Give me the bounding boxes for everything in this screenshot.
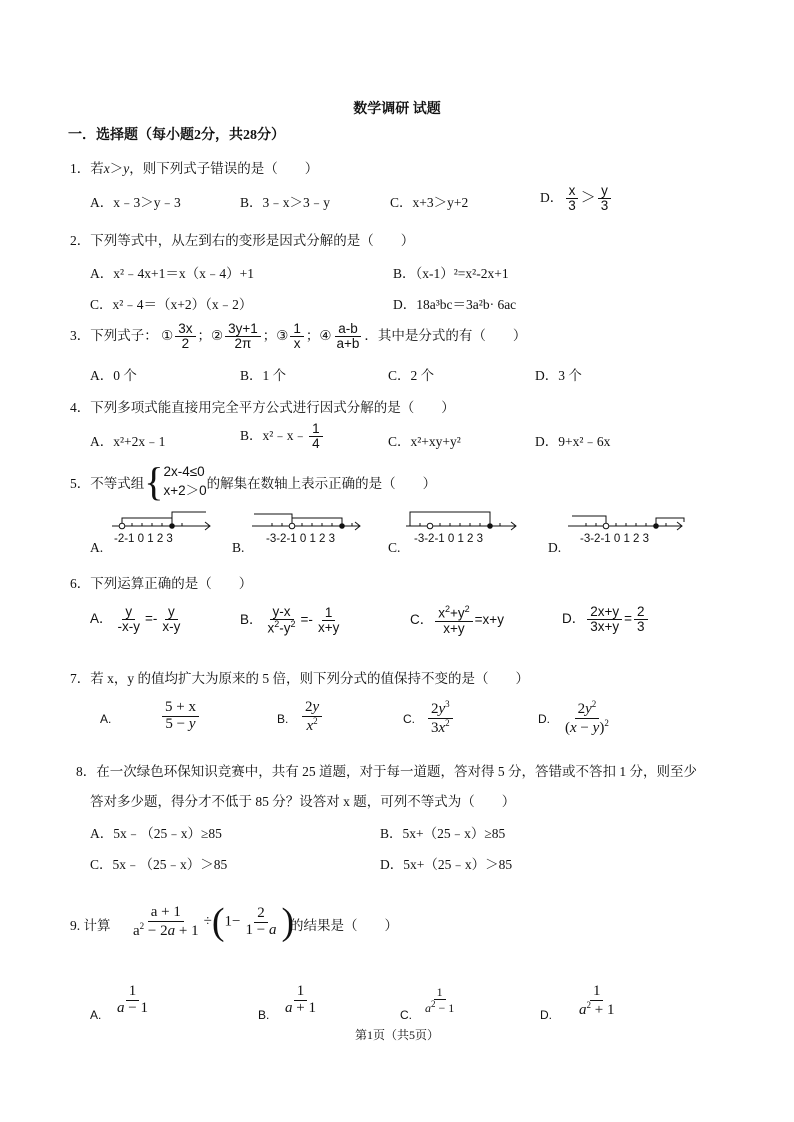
q7-option-d[interactable]: $\frac{2y^2}{(x - y)^2}$ [565,699,609,736]
q2-option-b[interactable]: B．（x-1）²=x²-2x+1 [393,266,509,281]
number-line-b-labels: -3-2-1 0 1 2 3 [266,533,336,545]
q1-option-d[interactable]: D． $\frac{x}{3}$ ＞ $\frac{y}{3}$ [540,184,613,213]
q7-option-b-label: B. [277,712,289,726]
number-line-a-labels: -2-1 0 1 2 3 [114,533,173,545]
q8-option-a[interactable]: A．5x﹣（25﹣x）≥85 [90,826,222,841]
system-line-2: x+2＞0 [163,483,207,498]
q7-option-b[interactable]: $\frac{2y}{x^2}$ [300,700,324,735]
question-9-stem-label: 9. 计算 [70,918,111,933]
q4-option-d[interactable]: D．9+x²﹣6x [535,434,611,449]
question-7-stem: 7．若 x，y 的值均扩大为原来的 5 倍，则下列分式的值保持不变的是（ ） [70,671,529,686]
q5-option-c[interactable]: C. [388,540,401,555]
question-6-stem: 6．下列运算正确的是（ ） [70,576,253,591]
page-footer: 第1页（共5页） [354,1028,439,1042]
section-heading: 一．选择题（每小题2分，共28分） [68,128,285,143]
q1-option-b[interactable]: B．3﹣x＞3﹣y [240,195,331,210]
question-9-stem-tail: 的结果是（ ） [290,918,398,933]
q2-option-d[interactable]: D．18a³bc＝3a²b· 6ac [393,297,517,312]
q9-option-b[interactable]: $\frac{1}{a + 1}$ [285,983,316,1016]
q3-option-b[interactable]: B．1 个 [240,368,287,383]
question-3-stem: 3．下列式子： ① $\frac{3x}{2}$ ；② $\frac{3y+1}{2\pi}$ ；③ $\frac{1}{x}$ ；④ $\frac{a-b}{a+b}$ ．其中是分式的有（ ） [70,321,527,352]
question-5-stem: 5．不等式组{ 2x-4≤0 x+2＞0 的解集在数轴上表示正确的是（ ） [70,459,437,504]
q6-option-c[interactable]: C． $\frac{x^2+y^2}{x+y}$ =x+y [410,604,504,636]
q7-option-c[interactable]: $\frac{2y^3}{3x^2}$ [426,700,455,737]
page-title: 数学调研 试题 [353,102,441,117]
q7-option-a[interactable]: $\frac{5 + x}{5 - y}$ [160,700,201,733]
question-9-expression: $\frac{a + 1}{a^2 - 2a + 1}$ ÷(1− $\frac{2}{1 - a}$ ) [133,901,295,943]
q8-option-d[interactable]: D．5x+（25﹣x）＞85 [380,857,513,872]
q6-option-a[interactable]: A． $\frac{y}{-x-y}$ =- $\frac{y}{x-y}$ [90,604,181,635]
question-8-stem-line-1: 8．在一次绿色环保知识竞赛中，共有 25 道题，对于每一道题，答对得 5 分，答错或不答扣 1 分，则至少 [76,764,697,779]
q4-option-c[interactable]: C．x²+xy+y² [388,434,461,449]
q8-option-b[interactable]: B．5x+（25﹣x）≥85 [380,826,506,841]
system-line-1: 2x-4≤0 [163,464,205,480]
q6-option-b[interactable]: B． $\frac{y-x}{x^2-y^2}$ =- $\frac{1}{x+y}$ [240,604,340,636]
number-line-a [110,506,220,552]
q4-option-a[interactable]: A．x²+2x﹣1 [90,434,166,449]
q5-option-b[interactable]: B. [232,540,245,555]
q4-option-b[interactable]: B．x²﹣x﹣ $\frac{1}{4}$ [240,422,325,451]
q5-option-d[interactable]: D. [548,540,562,555]
q1-option-c[interactable]: C．x+3＞y+2 [390,195,469,210]
q2-option-a[interactable]: A．x²﹣4x+1＝x（x﹣4）+1 [90,266,255,281]
q3-option-a[interactable]: A．0 个 [90,368,137,383]
q1-option-a[interactable]: A．x﹣3＞y﹣3 [90,195,181,210]
q2-option-c[interactable]: C．x²﹣4＝（x+2）（x﹣2） [90,297,253,312]
number-line-c [404,506,524,552]
q9-option-b-label: B. [258,1008,270,1022]
question-4-stem: 4．下列多项式能直接用完全平方公式进行因式分解的是（ ） [70,400,455,415]
number-line-d [566,506,692,552]
q9-option-d[interactable]: $\frac{1}{a^2 + 1}$ [579,983,615,1018]
number-line-c-labels: -3-2-1 0 1 2 3 [414,533,484,545]
question-8-stem-line-2: 答对多少题，得分才不低于 85 分？设答对 x 题，可列不等式为（ ） [90,794,516,809]
q5-option-a[interactable]: A. [90,540,104,555]
question-2-stem: 2．下列等式中，从左到右的变形是因式分解的是（ ） [70,233,415,248]
number-line-d-labels: -3-2-1 0 1 2 3 [580,533,650,545]
q3-option-c[interactable]: C．2 个 [388,368,435,383]
q9-option-d-label: D. [540,1008,552,1022]
q9-option-c-label: C. [400,1008,412,1022]
q7-option-c-label: C. [403,712,415,726]
q8-option-c[interactable]: C．5x﹣（25﹣x）＞85 [90,857,228,872]
q6-option-d[interactable]: D． $\frac{2x+y}{3x+y}$ = $\frac{2}{3}$ [562,605,650,634]
q3-option-d[interactable]: D．3 个 [535,368,582,383]
q7-option-d-label: D. [538,712,550,726]
question-1-stem: 1．若x＞y，则下列式子错误的是（ ） [70,161,319,176]
q9-option-a-label: A. [90,1008,102,1022]
q7-option-a-label: A. [100,712,112,726]
q9-option-a[interactable]: $\frac{1}{a - 1}$ [117,983,148,1016]
number-line-b [250,506,370,552]
q9-option-c[interactable]: $\frac{1}{a^2 - 1}$ [425,985,455,1015]
